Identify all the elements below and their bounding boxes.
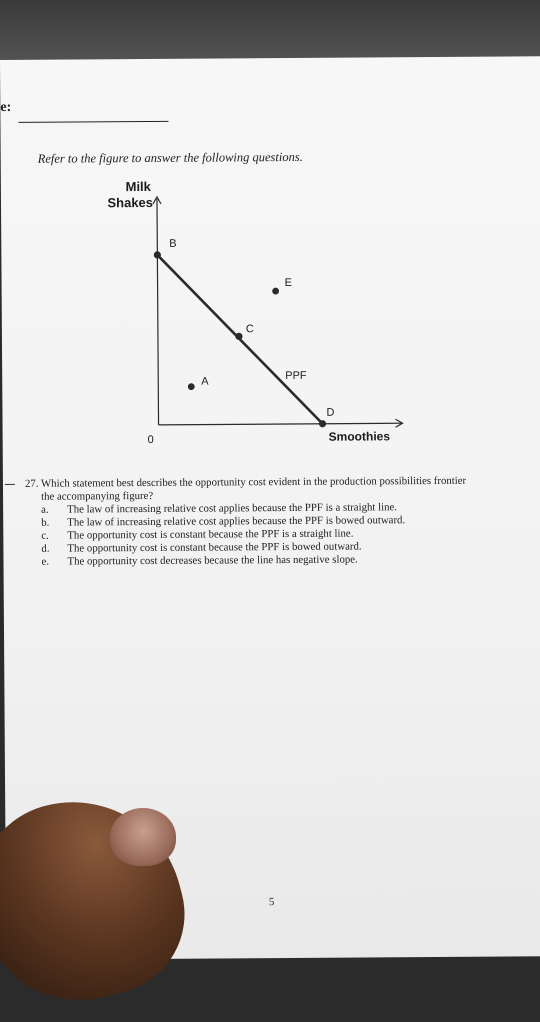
option-text: The opportunity cost is constant because the PPF is a straight line. (67, 527, 354, 542)
point-d-label: D (326, 406, 335, 419)
option-letter: a. (41, 503, 49, 516)
page-number: 5 (268, 896, 275, 909)
answer-blank-line (5, 484, 15, 485)
option-text: The opportunity cost is constant because the PPF is bowed outward. (67, 540, 362, 555)
point-b (154, 251, 161, 258)
x-axis-label: Smoothies (328, 429, 391, 444)
question-stem-line1: Which statement best describes the opportunity cost evident in the production possibilities frontier (40, 474, 467, 490)
question-number: 27. (24, 477, 39, 490)
point-d (319, 420, 326, 427)
origin-label: 0 (147, 433, 154, 446)
option-letter: d. (41, 542, 50, 555)
option-text: The law of increasing relative cost applies because the PPF is bowed outward. (67, 514, 406, 529)
option-text: The opportunity cost decreases because the line has negative slope. (67, 553, 358, 568)
y-axis-label-line2: Shakes (107, 194, 154, 211)
name-blank-line (18, 121, 168, 123)
point-a (188, 383, 195, 390)
thumbnail-photo (110, 808, 176, 866)
point-e (272, 288, 279, 295)
x-axis (159, 423, 403, 425)
name-label: e: (0, 99, 12, 115)
point-e-label: E (284, 276, 292, 290)
point-a-label: A (201, 375, 209, 388)
point-b-label: B (169, 237, 177, 250)
option-e (25, 552, 540, 569)
y-axis (157, 199, 159, 425)
option-letter: c. (41, 529, 49, 542)
y-axis-label-line1: Milk (125, 178, 151, 195)
option-text: The law of increasing relative cost applies because the PPF is a straight line. (67, 501, 397, 516)
question-stem-line2: the accompanying figure? (41, 489, 154, 503)
figure-instruction: Refer to the figure to answer the following questions. (37, 149, 303, 166)
question-27 (25, 474, 540, 569)
point-c-label: C (245, 323, 254, 336)
option-letter: e. (41, 555, 50, 568)
ppf-label: PPF (285, 369, 307, 383)
option-letter: b. (41, 516, 50, 529)
ppf-figure (91, 167, 423, 449)
point-c (235, 333, 242, 340)
